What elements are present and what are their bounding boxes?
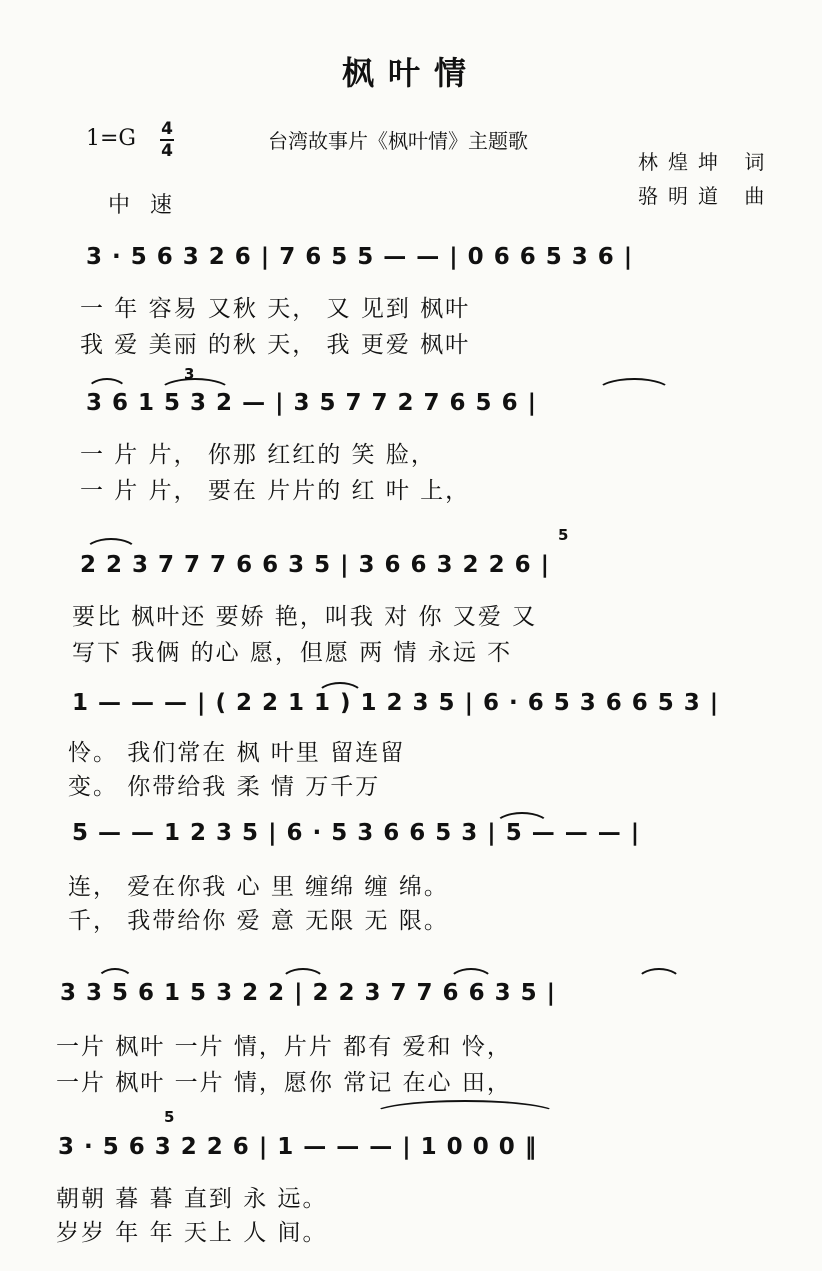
lyrics-line-5-verse-2: 千， 我带给你 爱 意 无限 无 限。 [68, 908, 449, 934]
lyrics-line-1-verse-2: 我 爱 美丽 的秋 天， 我 更爱 枫叶 [80, 332, 471, 358]
notation-line-4: 1 — — — | ( 2 2 1 1 ) 1 2 3 5 | 6 · 6 5 3 6 6 5 3 | [72, 690, 720, 716]
notation-line-6: 3 3 5 6 1 5 3 2 2 | 2 2 3 7 7 6 6 3 5 | [60, 980, 557, 1006]
tie-long [372, 1100, 558, 1114]
lyrics-line-7-verse-2: 岁岁 年 年 天上 人 间。 [56, 1220, 328, 1246]
lyrics-line-6-verse-1: 一片 枫叶 一片 情，片片 都有 爱和 怜， [56, 1034, 512, 1060]
time-sig-bottom: 4 [161, 141, 173, 161]
notation-line-1: 3 · 5 6 3 2 6 | 7 6 5 5 — — | 0 6 6 5 3 6 | [86, 244, 634, 270]
key-signature: 1=G [86, 126, 137, 151]
notation-line-2: 3 6 1 5 3 2 — | 3 5 7 7 2 7 6 5 6 | [86, 390, 537, 416]
lyrics-line-3-verse-1: 要比 枫叶还 要娇 艳，叫我 对 你 又爱 又 [72, 604, 538, 630]
time-signature [160, 120, 174, 160]
slur [636, 968, 682, 982]
notation-line-7: 3 · 5 6 3 2 2 6 | 1 — — — | 1 0 0 0 ‖ [58, 1134, 538, 1160]
song-subtitle: 台湾故事片《枫叶情》主题歌 [268, 129, 528, 153]
lyrics-line-2-verse-1: 一 片 片， 你那 红红的 笑 脸， [80, 442, 436, 468]
slur [84, 538, 138, 552]
lyricist-credit: 林煌坤 词 [638, 150, 775, 174]
lyrics-line-2-verse-2: 一 片 片， 要在 片片的 红 叶 上， [80, 478, 471, 504]
notation-line-5: 5 — — 1 2 3 5 | 6 · 5 3 6 6 5 3 | 5 — — — | [72, 820, 641, 846]
grace-note-2: 5 [164, 1108, 175, 1126]
song-title: 枫叶情 [341, 54, 480, 92]
lyrics-line-1-verse-1: 一 年 容易 又秋 天， 又 见到 枫叶 [80, 296, 471, 322]
lyrics-line-3-verse-2: 写下 我俩 的心 愿，但愿 两 情 永远 不 [72, 640, 513, 666]
lyrics-line-7-verse-1: 朝朝 暮 暮 直到 永 远。 [56, 1186, 328, 1212]
time-sig-top: 4 [161, 119, 173, 139]
tempo-marking: 中速 [108, 193, 193, 218]
lyrics-line-5-verse-1: 连， 爱在你我 心 里 缠绵 缠 绵。 [68, 874, 449, 900]
notation-line-3: 2 2 3 7 7 7 6 6 3 5 | 3 6 6 3 2 2 6 | [80, 552, 550, 578]
lyrics-line-6-verse-2: 一片 枫叶 一片 情，愿你 常记 在心 田， [56, 1070, 512, 1096]
lyrics-line-4-verse-2: 变。 你带给我 柔 情 万千万 [68, 774, 381, 800]
grace-note-1: 5 [558, 526, 569, 544]
composer-credit: 骆明道 曲 [638, 184, 775, 208]
triplet-mark: 3 [184, 365, 195, 383]
slur [596, 378, 672, 392]
lyrics-line-4-verse-1: 怜。 我们常在 枫 叶里 留连留 [68, 740, 406, 766]
